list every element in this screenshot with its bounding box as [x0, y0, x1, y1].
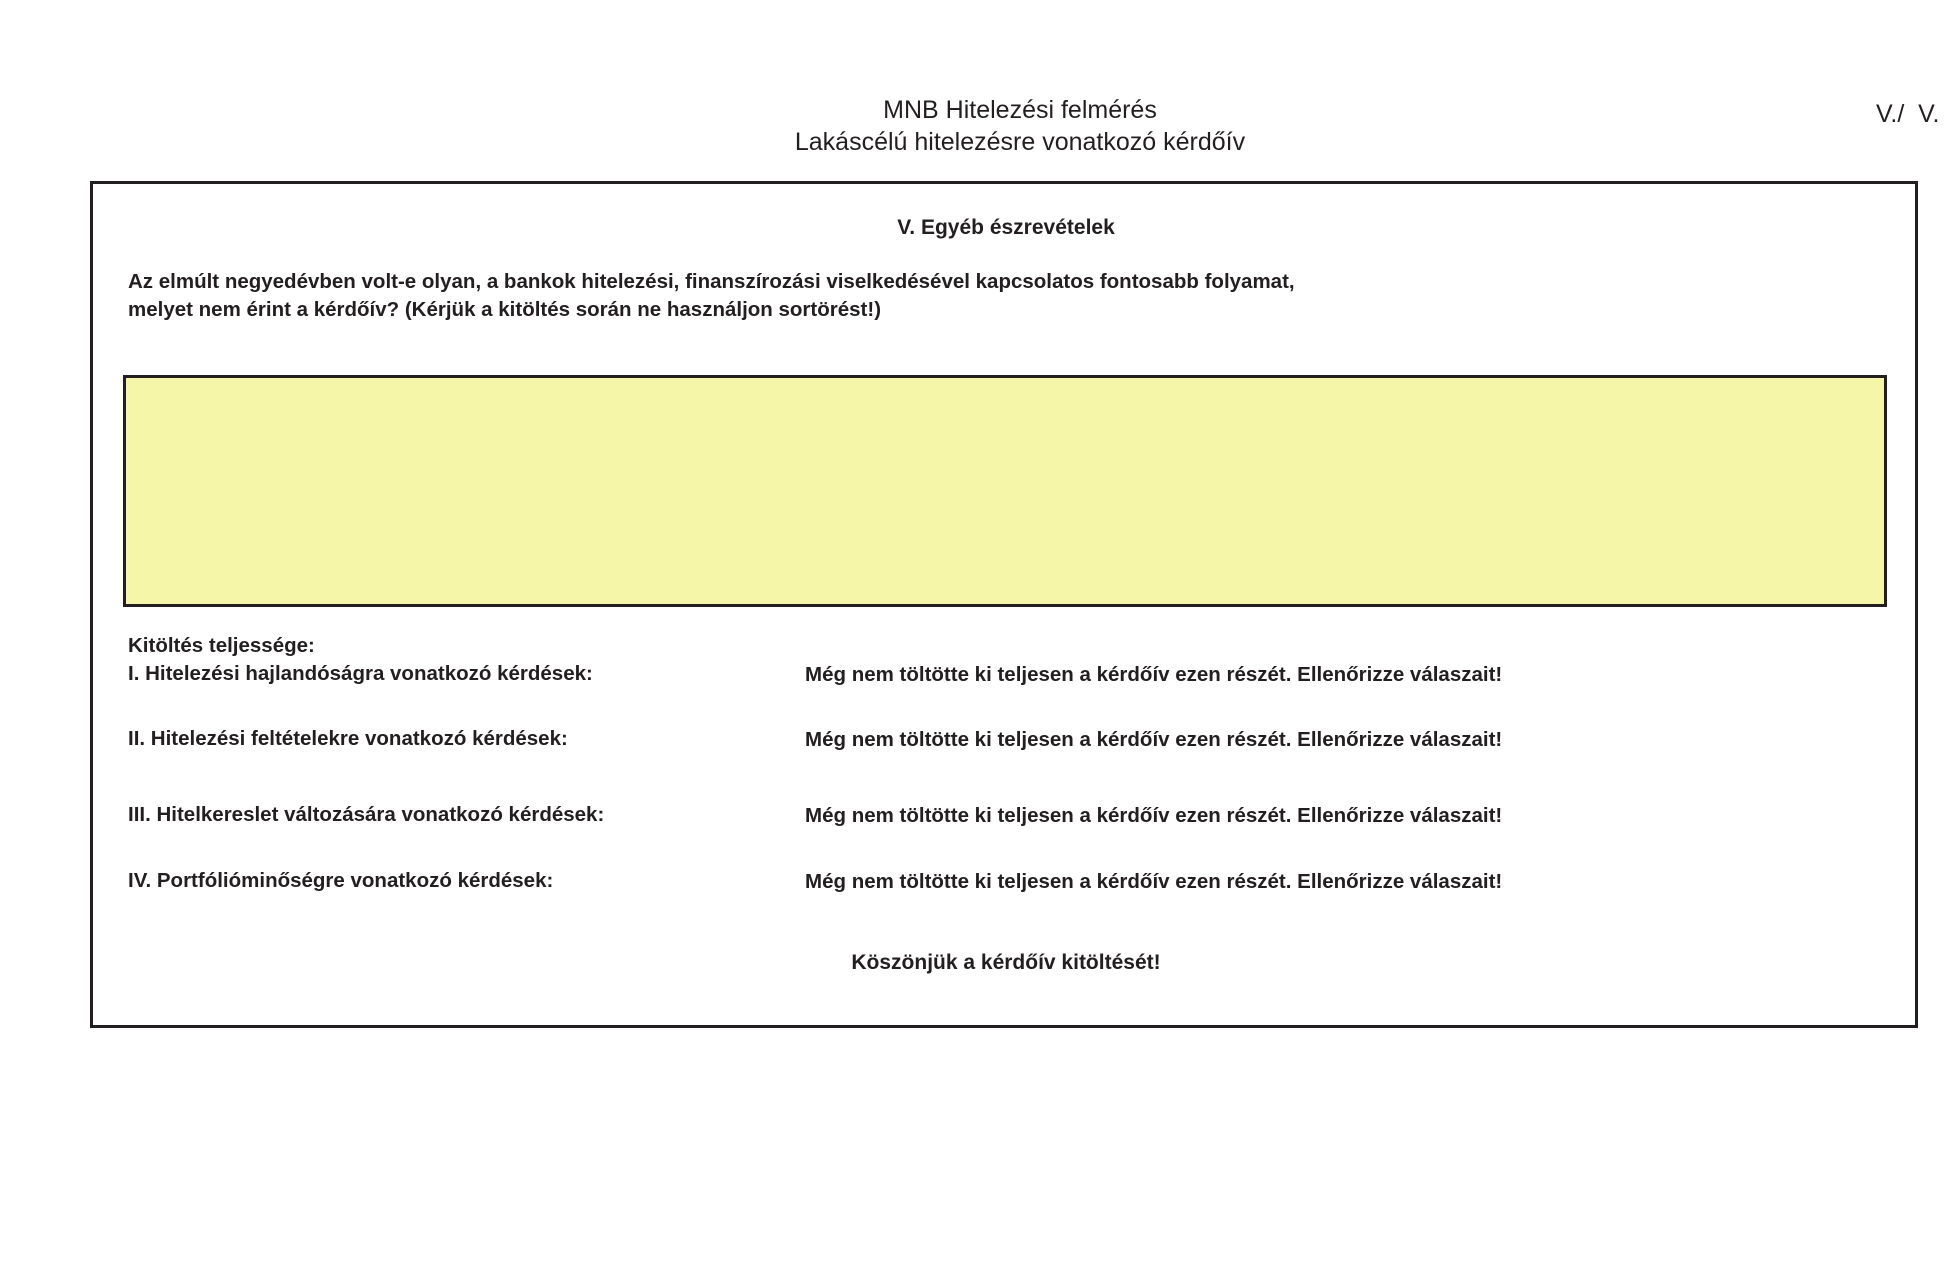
question-line-2: melyet nem érint a kérdőív? (Kérjük a kitöltés során ne használjon sortörést!)	[128, 298, 882, 321]
completeness-status-section-1: Még nem töltötte ki teljesen a kérdőív ezen részét. Ellenőrizze válaszait!	[805, 663, 1503, 686]
page-marker: V./ V.	[1876, 100, 1940, 128]
completeness-label-section-1: I. Hitelezési hajlandóságra vonatkozó kérdések:	[128, 662, 593, 685]
completeness-status-section-3: Még nem töltötte ki teljesen a kérdőív ezen részét. Ellenőrizze válaszait!	[805, 804, 1503, 827]
completeness-label-section-4: IV. Portfólióminőségre vonatkozó kérdések:	[128, 869, 554, 892]
section-title: V. Egyéb észrevételek	[897, 216, 1115, 239]
completeness-status-section-2: Még nem töltötte ki teljesen a kérdőív ezen részét. Ellenőrizze válaszait!	[805, 728, 1503, 751]
question-text	[128, 268, 1295, 324]
question-line-1: Az elmúlt negyedévben volt-e olyan, a bankok hitelezési, finanszírozási viselkedésével kapcsolatos fontosabb folyamat,	[128, 270, 1295, 293]
thank-you-message: Köszönjük a kérdőív kitöltését!	[851, 951, 1161, 974]
survey-subtitle: Lakáscélú hitelezésre vonatkozó kérdőív	[794, 128, 1246, 156]
completeness-heading: Kitöltés teljessége:	[128, 634, 315, 657]
completeness-status-section-4: Még nem töltötte ki teljesen a kérdőív ezen részét. Ellenőrizze válaszait!	[805, 870, 1503, 893]
completeness-label-section-2: II. Hitelezési feltételekre vonatkozó kérdések:	[128, 727, 568, 750]
comments-input[interactable]	[123, 375, 1887, 607]
survey-title: MNB Hitelezési felmérés	[883, 96, 1157, 124]
completeness-label-section-3: III. Hitelkereslet változására vonatkozó kérdések:	[128, 803, 605, 826]
